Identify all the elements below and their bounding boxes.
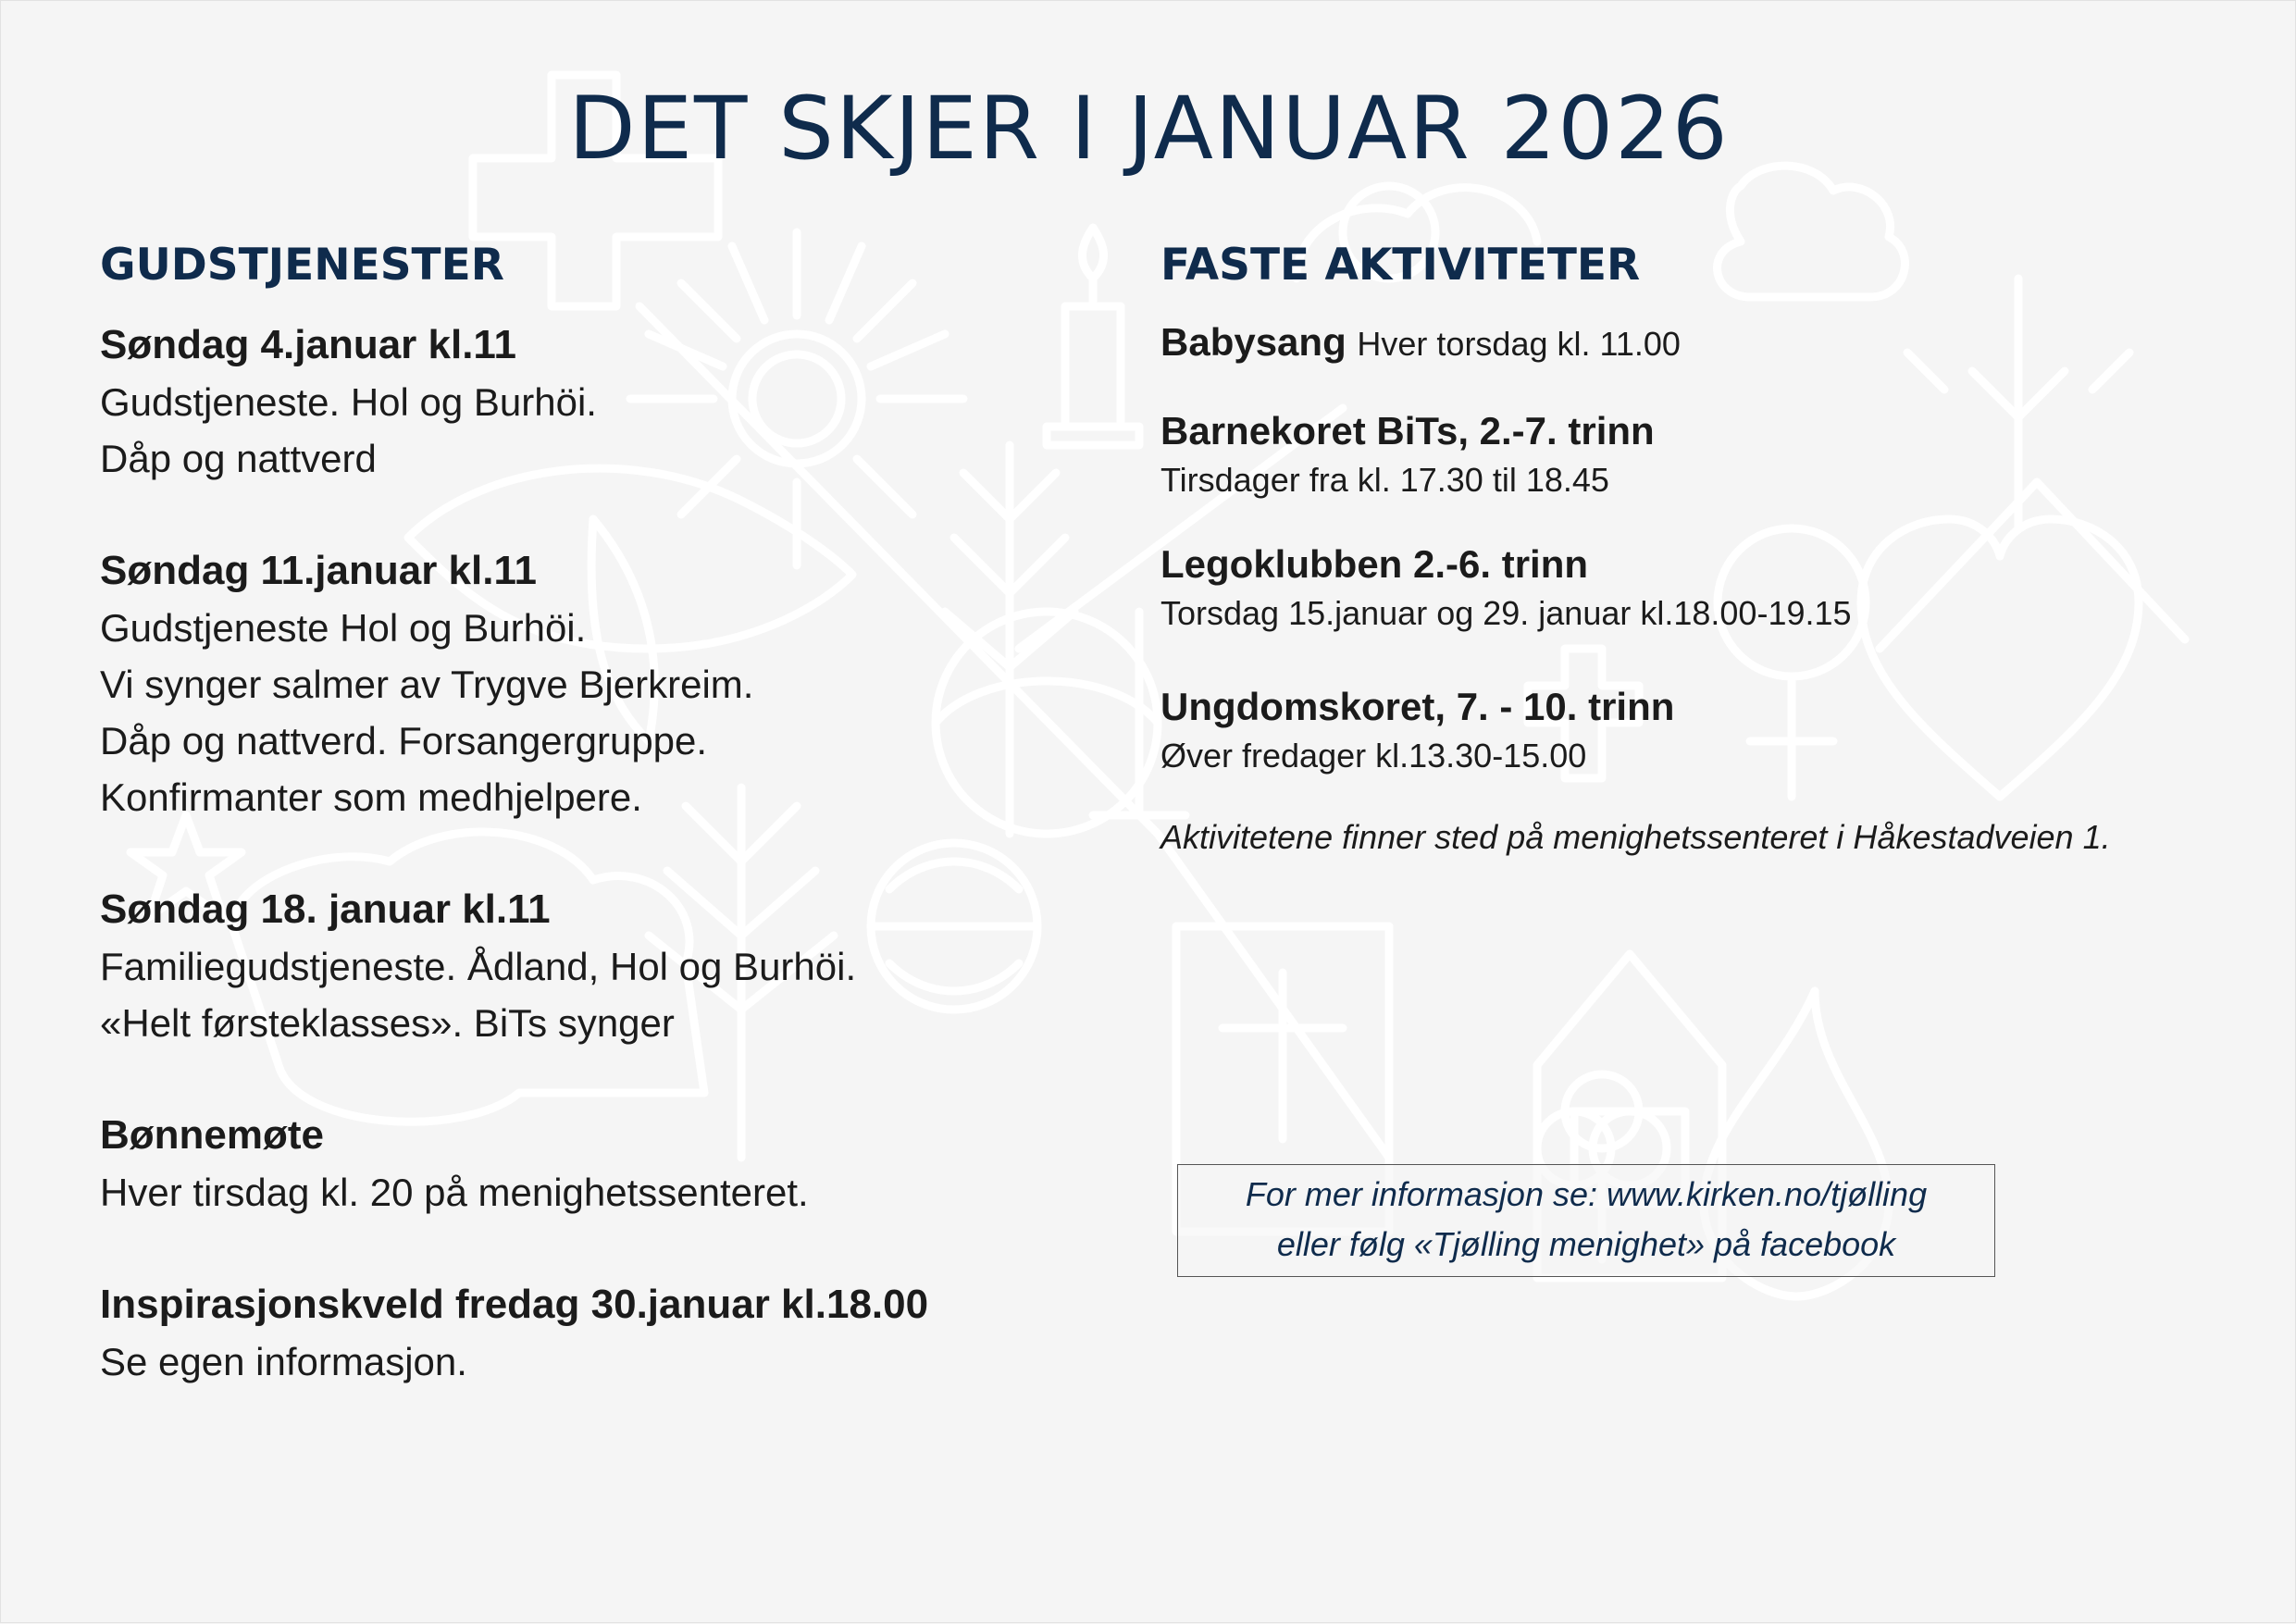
event-line: Dåp og nattverd bbox=[100, 437, 377, 480]
activity-name: Ungdomskoret, 7. - 10. trinn bbox=[1160, 685, 1675, 728]
activity-detail: Øver fredager kl.13.30-15.00 bbox=[1160, 737, 1587, 775]
service-event bbox=[100, 1276, 1118, 1390]
activity-item bbox=[1160, 539, 2225, 637]
activity-name: Babysang bbox=[1160, 320, 1347, 364]
info-website-line: For mer informasjon se: www.kirken.no/tjølling bbox=[1245, 1175, 1928, 1213]
page-title: DET SKJER I JANUAR 2026 bbox=[568, 79, 1730, 180]
services-column bbox=[100, 240, 1118, 1445]
info-box bbox=[1177, 1164, 1995, 1277]
activities-location-note: Aktivitetene finner sted på menighetssenteret i Håkestadveien 1. bbox=[1160, 818, 2111, 856]
service-event bbox=[100, 316, 1118, 487]
service-event bbox=[100, 542, 1118, 825]
event-line: Hver tirsdag kl. 20 på menighetssenteret. bbox=[100, 1171, 809, 1214]
event-heading: Søndag 18. januar kl.11 bbox=[100, 886, 551, 932]
services-heading: GUDSTJENESTER bbox=[100, 240, 504, 291]
activity-name: Legoklubben 2.-6. trinn bbox=[1160, 542, 1589, 586]
event-line: Se egen informasjon. bbox=[100, 1340, 467, 1383]
event-line: Gudstjeneste Hol og Burhöi. bbox=[100, 606, 587, 650]
event-line: Gudstjeneste. Hol og Burhöi. bbox=[100, 380, 597, 424]
info-facebook-line: eller følg «Tjølling menighet» på facebook bbox=[1276, 1225, 1896, 1263]
service-event bbox=[100, 1107, 1118, 1221]
activity-item bbox=[1160, 681, 2225, 779]
activity-item bbox=[1160, 316, 2225, 370]
event-heading: Inspirasjonskveld fredag 30.januar kl.18.00 bbox=[100, 1282, 929, 1327]
event-heading: Bønnemøte bbox=[100, 1112, 324, 1158]
service-event bbox=[100, 881, 1118, 1051]
event-line: «Helt førsteklasses». BiTs synger bbox=[100, 1001, 675, 1045]
event-line: Konfirmanter som medhjelpere. bbox=[100, 775, 642, 819]
activity-name: Barnekoret BiTs, 2.-7. trinn bbox=[1160, 409, 1655, 452]
activities-column bbox=[1160, 240, 2225, 861]
event-heading: Søndag 4.januar kl.11 bbox=[100, 322, 516, 367]
activities-heading: FASTE AKTIVITETER bbox=[1160, 240, 1641, 291]
event-line: Familiegudstjeneste. Ådland, Hol og Burhöi. bbox=[100, 945, 857, 988]
activity-item bbox=[1160, 405, 2225, 503]
activity-inline-detail: Hver torsdag kl. 11.00 bbox=[1357, 325, 1681, 363]
activity-detail: Torsdag 15.januar og 29. januar kl.18.00-19.15 bbox=[1160, 594, 1852, 632]
event-line: Vi synger salmer av Trygve Bjerkreim. bbox=[100, 663, 754, 706]
event-line: Dåp og nattverd. Forsangergruppe. bbox=[100, 719, 708, 762]
activity-detail: Tirsdager fra kl. 17.30 til 18.45 bbox=[1160, 461, 1609, 499]
event-heading: Søndag 11.januar kl.11 bbox=[100, 548, 537, 593]
